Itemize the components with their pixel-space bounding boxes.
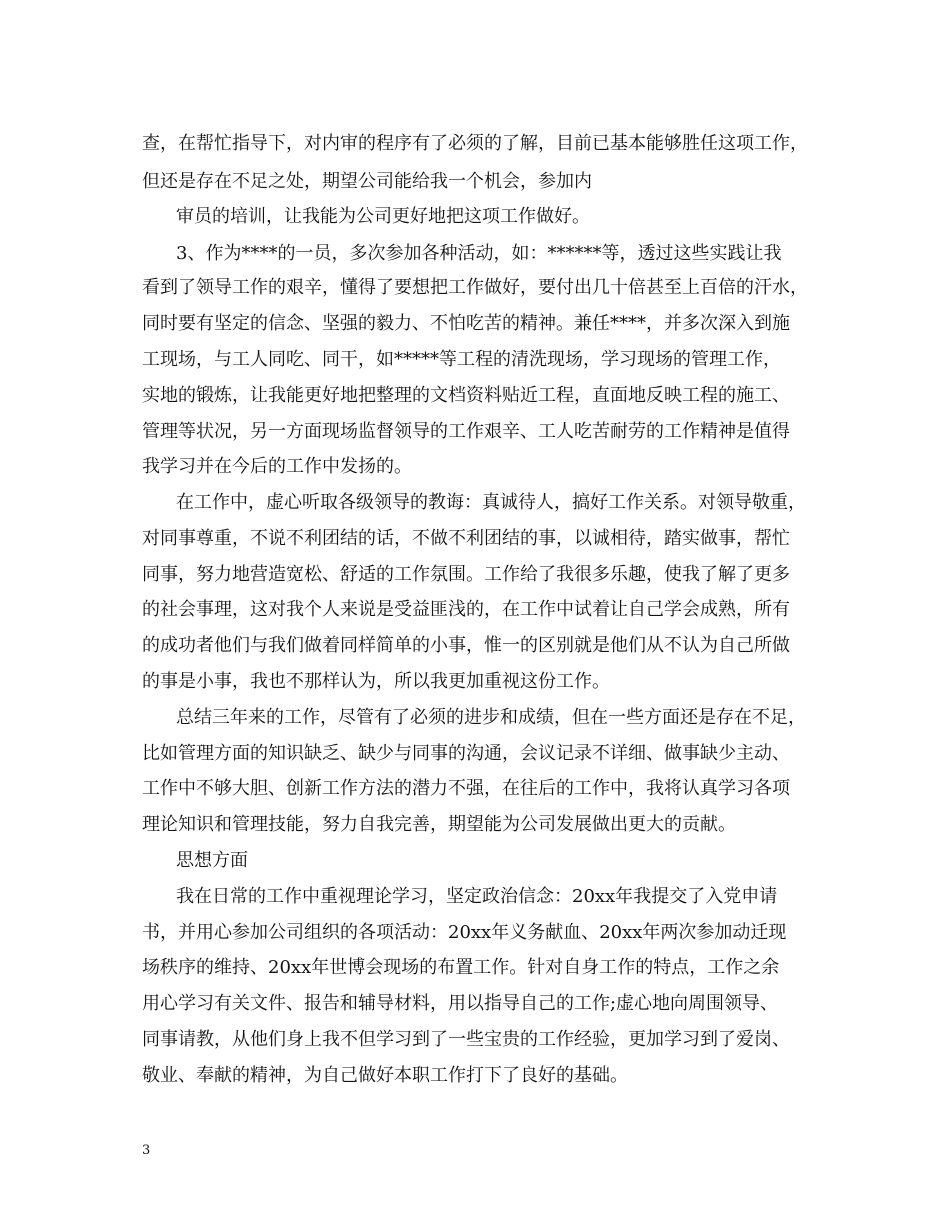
text-line: 但还是存在不足之处，期望公司能给我一个机会，参加内 [142, 171, 592, 192]
text-line: 审员的培训，让我能为公司更好地把这项工作做好。 [176, 206, 590, 227]
text-line: 同事，努力地营造宽松、舒适的工作氛围。工作给了我很多乐趣，使我了解了更多 [142, 564, 790, 585]
text-line: 同时要有坚定的信念、坚强的毅力、不怕吃苦的精神。兼任****，并多次深入到施 [142, 313, 790, 334]
text-line: 查，在帮忙指导下，对内审的程序有了必须的了解，目前已基本能够胜任这项工作， [142, 133, 808, 154]
text-line: 工现场，与工人同吃、同干，如*****等工程的清洗现场，学习现场的管理工作， [142, 349, 781, 370]
section-heading: 思想方面 [176, 850, 248, 871]
text-line: 3、作为****的一员，多次参加各种活动，如：******等，透过这些实践让我 [176, 243, 782, 264]
text-line: 管理等状况，另一方面现场监督领导的工作艰辛、工人吃苦耐劳的工作精神是值得 [142, 421, 790, 442]
text-line: 工作中不够大胆、创新工作方法的潜力不强，在往后的工作中，我将认真学习各项 [142, 778, 790, 799]
text-line: 实地的锻炼，让我能更好地把整理的文档资料贴近工程，直面地反映工程的施工、 [142, 385, 790, 406]
text-line: 的成功者他们与我们做着同样简单的小事，惟一的区别就是他们从不认为自己所做 [142, 635, 790, 656]
text-line: 理论知识和管理技能，努力自我完善，期望能为公司发展做出更大的贡献。 [142, 814, 736, 835]
text-line: 用心学习有关文件、报告和辅导材料，用以指导自己的工作;虚心地向周围领导、 [142, 993, 779, 1014]
text-line: 敬业、奉献的精神，为自己做好本职工作打下了良好的基础。 [142, 1065, 628, 1086]
text-line: 书，并用心参加公司组织的各项活动：20xx年义务献血、20xx年两次参加动迁现 [142, 922, 787, 943]
text-line: 对同事尊重，不说不利团结的话，不做不利团结的事，以诚相待，踏实做事，帮忙 [142, 528, 790, 549]
text-line: 看到了领导工作的艰辛，懂得了要想把工作做好，要付出几十倍甚至上百倍的汗水， [142, 277, 808, 298]
text-line: 的事是小事，我也不那样认为，所以我更加重视这份工作。 [142, 671, 610, 692]
text-line: 我在日常的工作中重视理论学习，坚定政治信念：20xx年我提交了入党申请 [176, 886, 778, 907]
page-number: 3 [142, 1143, 151, 1158]
text-line: 在工作中，虚心听取各级领导的教诲：真诚待人，搞好工作关系。对领导敬重， [176, 492, 806, 513]
text-line: 比如管理方面的知识缺乏、缺少与同事的沟通，会议记录不详细、做事缺少主动、 [142, 743, 790, 764]
text-line: 的社会事理，这对我个人来说是受益匪浅的，在工作中试着让自己学会成熟，所有 [142, 599, 790, 620]
text-line: 场秩序的维持、20xx年世博会现场的布置工作。针对自身工作的特点，工作之余 [142, 957, 780, 978]
text-line: 我学习并在今后的工作中发扬的。 [142, 456, 412, 477]
text-line: 同事请教，从他们身上我不但学习到了一些宝贵的工作经验，更加学习到了爱岗、 [142, 1029, 790, 1050]
text-line: 总结三年来的工作，尽管有了必须的进步和成绩，但在一些方面还是存在不足， [176, 707, 806, 728]
